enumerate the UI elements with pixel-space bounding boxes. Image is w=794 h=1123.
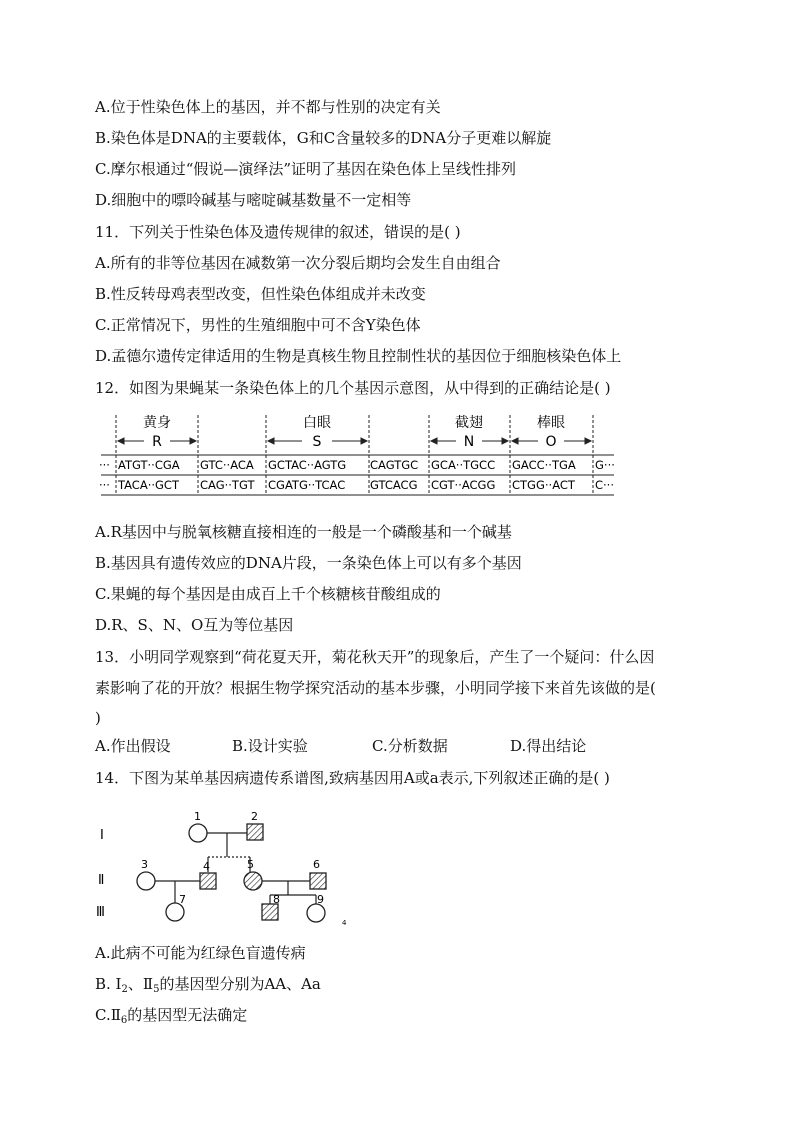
q12-option-b: B.基因具有遗传效应的DNA片段，一条染色体上可以有多个基因 (95, 554, 522, 572)
individual-number: 5 (247, 858, 254, 871)
q13-option-c: C.分析数据 (372, 737, 448, 755)
dna-bottom-segment: CAG··TGT (200, 478, 255, 492)
individual-number: 4 (203, 860, 210, 873)
q10-option-d: D.细胞中的嘌呤碱基与嘧啶碱基数量不一定相等 (95, 191, 412, 209)
dna-bottom-segment: ··· (99, 478, 110, 492)
individual-number: 3 (141, 858, 148, 871)
dna-bottom-segment: CGATG··TCAC (268, 478, 346, 492)
q12-option-a: A.R基因中与脱氧核糖直接相连的一般是一个磷酸基和一个碱基 (95, 523, 512, 541)
dna-top-segment: ··· (99, 458, 110, 472)
gene-symbol: O (545, 434, 557, 450)
q10-option-a: A.位于性染色体上的基因，并不都与性别的决定有关 (95, 98, 441, 116)
gene-symbol: S (312, 434, 322, 450)
dna-top-segment: GTC··ACA (200, 458, 254, 472)
q11-option-a: A.所有的非等位基因在减数第一次分裂后期均会发生自由组合 (95, 254, 501, 272)
q10-option-b: B.染色体是DNA的主要载体，G和C含量较多的DNA分子更难以解旋 (95, 129, 552, 147)
q11-option-d: D.孟德尔遗传定律适用的生物是真核生物且控制性状的基因位于细胞核染色体上 (95, 347, 622, 365)
corner-mark: 4 (342, 919, 347, 927)
q14-option-b (95, 974, 321, 1000)
dna-top-segment: GACC··TGA (512, 458, 576, 472)
dna-top-segment: G··· (595, 458, 615, 472)
gene-trait-label: 截翅 (455, 415, 483, 431)
q12-stem: 12．如图为果蝇某一条染色体上的几个基因示意图，从中得到的正确结论是( ) (95, 379, 611, 397)
q12-option-c: C.果蝇的每个基因是由成百上千个核糖核苷酸组成的 (95, 585, 441, 603)
dna-top-segment: ATGT··CGA (118, 458, 180, 472)
q13-stem-line3: ) (95, 709, 101, 727)
dna-bottom-segment: CGT··ACGG (431, 478, 496, 492)
dna-top-segment: CAGTGC (370, 458, 419, 472)
q14-option-b-sub1: 2 (121, 984, 128, 995)
q14-option-a: A.此病不可能为红绿色盲遗传病 (95, 944, 306, 962)
q14-option-c-prefix: C.Ⅱ (95, 1006, 121, 1024)
q11-option-c: C.正常情况下，男性的生殖细胞中可不含Y染色体 (95, 316, 421, 334)
individual-number: 1 (194, 810, 201, 823)
q14-option-b-prefix: B. Ⅰ (95, 975, 122, 993)
q14-option-b-sub2: 5 (153, 984, 160, 995)
q10-option-c: C.摩尔根通过“假说—演绎法”证明了基因在染色体上呈线性排列 (95, 160, 517, 178)
individual-number: 8 (273, 893, 280, 906)
individual-female-affected (244, 872, 262, 890)
individual-female (307, 904, 325, 922)
dna-top-segment: GCTAC··AGTG (268, 458, 347, 472)
q14-option-b-mid: 、Ⅱ (127, 975, 154, 993)
q13-option-a: A.作出假设 (95, 737, 171, 755)
generation-label: Ⅰ (100, 828, 104, 843)
q14-option-c-sub: 6 (120, 1015, 128, 1026)
individual-number: 2 (251, 810, 258, 823)
q13-stem-line2: 素影响了花的开放？根据生物学探究活动的基本步骤，小明同学接下来首先该做的是( (95, 679, 656, 697)
individual-male-affected (310, 873, 326, 889)
q13-stem-line1: 13．小明同学观察到“荷花夏天开，菊花秋天开”的现象后，产生了一个疑问：什么因 (95, 648, 655, 666)
individual-male-affected (247, 824, 263, 840)
generation-label: Ⅱ (98, 873, 105, 888)
individual-female (189, 824, 207, 842)
dna-bottom-segment: CTGG··ACT (512, 478, 575, 492)
pedigree-chart (90, 800, 350, 930)
dna-bottom-segment: TACA··GCT (118, 478, 179, 492)
gene-trait-label: 白眼 (303, 415, 331, 431)
q13-option-d: D.得出结论 (510, 737, 587, 755)
q14-option-b-suffix: 的基因型分别为AA、Aa (159, 975, 321, 993)
gene-trait-label: 黄身 (143, 415, 171, 431)
q14-option-c (95, 1005, 247, 1031)
dna-top-segment: GCA··TGCC (431, 458, 496, 472)
individual-male-affected (262, 904, 278, 920)
dna-bottom-segment: GTCACG (370, 478, 418, 492)
individual-number: 7 (179, 893, 186, 906)
q11-stem: 11．下列关于性染色体及遗传规律的叙述，错误的是( ) (95, 223, 461, 241)
individual-number: 9 (317, 893, 324, 906)
gene-map-figure (96, 405, 626, 505)
q11-option-b: B.性反转母鸡表型改变，但性染色体组成并未改变 (95, 285, 426, 303)
individual-male-affected (200, 873, 216, 889)
q13-option-b: B.设计实验 (232, 737, 308, 755)
dna-bottom-segment: C··· (595, 478, 614, 492)
q14-option-c-suffix: 的基因型无法确定 (127, 1006, 248, 1024)
gene-trait-label: 棒眼 (537, 415, 565, 431)
generation-label: Ⅲ (96, 905, 105, 920)
individual-female (137, 872, 155, 890)
q14-stem: 14．下图为某单基因病遗传系谱图,致病基因用A或a表示,下列叙述正确的是( ) (95, 769, 610, 787)
gene-symbol: N (463, 434, 475, 450)
gene-symbol: R (152, 434, 162, 450)
individual-number: 6 (313, 858, 320, 871)
q12-option-d: D.R、S、N、O互为等位基因 (95, 616, 294, 634)
